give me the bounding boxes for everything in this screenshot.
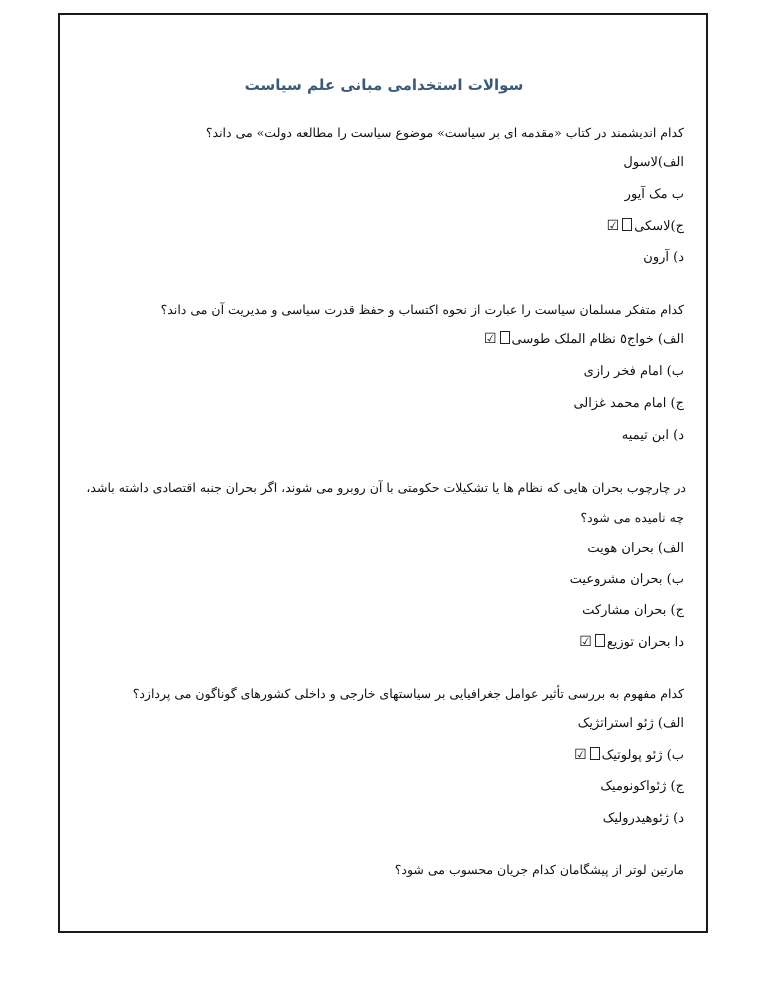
q1-option-c-label: ج)لاسکی [634, 219, 684, 234]
question-1: کدام اندیشمند در کتاب «مقدمه ای بر سیاست» موضوع سیاست را مطالعه دولت» می داند؟ [205, 125, 684, 140]
empty-box-icon [500, 331, 510, 344]
empty-box-icon [590, 747, 600, 760]
q3-option-d-label: دا بحران توزیع [606, 635, 684, 650]
q2-option-a[interactable] [484, 330, 684, 349]
checked-box-icon: ☑ [483, 331, 497, 347]
q4-option-c[interactable]: ج) ژئواکونومیک [600, 779, 684, 794]
q2-option-d[interactable]: د) ابن تیمیه [621, 428, 684, 443]
q1-option-d[interactable]: د) آرون [643, 250, 684, 265]
q1-option-c[interactable] [607, 217, 684, 236]
q4-option-b-label: ب) ژئو پولوتیک [601, 748, 684, 763]
empty-box-icon [595, 634, 605, 647]
q2-option-c[interactable]: ج) امام محمد غزالی [573, 396, 684, 411]
checked-box-icon: ☑ [579, 634, 592, 650]
q4-option-b[interactable] [574, 746, 684, 765]
empty-box-icon [622, 218, 632, 231]
page-title: سوالات استخدامی مبانی علم سیاست [244, 76, 524, 94]
q3-option-a[interactable]: الف) بحران هویت [587, 541, 684, 556]
question-4: کدام مفهوم به بررسی تأثیر عوامل جغرافیایی بر سیاستهای خارجی و داخلی کشورهای گوناگون می پردازد؟ [132, 686, 684, 701]
q3-option-d[interactable] [579, 633, 684, 652]
question-5: مارتین لوتر از پیشگامان کدام جریان محسوب می شود؟ [394, 862, 684, 877]
q1-option-a[interactable]: الف)لاسول [623, 155, 684, 170]
q1-option-b[interactable]: ب مک آیور [624, 187, 684, 202]
checked-box-icon: ☑ [606, 218, 620, 234]
question-3-line-2: چه نامیده می شود؟ [580, 510, 684, 525]
q2-option-a-label: الف) خواج٥ نظام الملک طوسی [511, 332, 684, 347]
q4-option-a[interactable]: الف) ژئو استراتژیک [577, 716, 684, 731]
question-2: کدام متفکر مسلمان سیاست را عبارت از نحوه اکتساب و حفظ قدرت سیاسی و مدیریت آن می داند؟ [160, 302, 684, 317]
q3-option-b[interactable]: ب) بحران مشروعیت [569, 572, 684, 587]
question-3-line-1: در چارچوب بحران هایی که نظام ها یا تشکیلات حکومتی با آن روبرو می شوند، اگر بحران جنبه اقتصادی داشته باشد، [86, 480, 686, 495]
q3-option-c[interactable]: ج) بحران مشارکت [582, 603, 684, 618]
q2-option-b[interactable]: ب) امام فخر رازی [583, 364, 684, 379]
checked-box-icon: ☑ [574, 747, 587, 763]
q4-option-d[interactable]: د) ژئوهیدرولیک [602, 811, 684, 826]
